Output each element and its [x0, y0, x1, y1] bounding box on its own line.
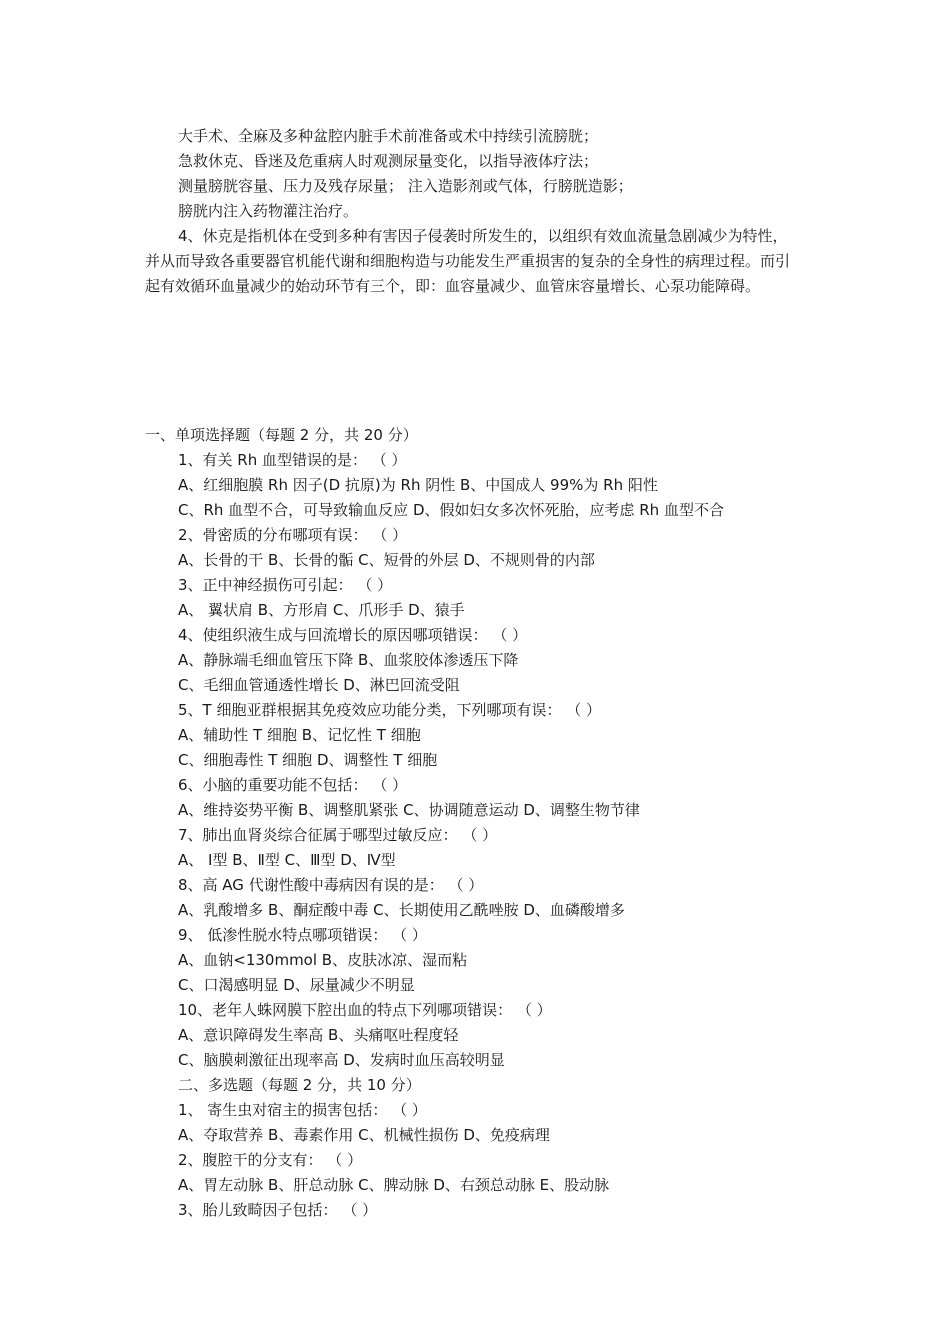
option-line: A、维持姿势平衡 B、调整肌紧张 C、协调随意运动 D、调整生物节律	[178, 801, 640, 819]
option-line: A、红细胞膜 Rh 因子(D 抗原)为 Rh 阴性 B、中国成人 99%为 Rh 阳性	[178, 476, 658, 494]
option-line: A、乳酸增多 B、酮症酸中毒 C、长期使用乙酰唑胺 D、血磷酸增多	[178, 901, 625, 919]
question-line: 2、腹腔干的分支有： （ ）	[178, 1151, 363, 1169]
option-line: C、毛细血管通透性增长 D、淋巴回流受阻	[178, 676, 460, 694]
option-line: A、 Ⅰ型 B、Ⅱ型 C、Ⅲ型 D、Ⅳ型	[178, 851, 396, 869]
option-line: A、静脉端毛细血管压下降 B、血浆胶体渗透压下降	[178, 651, 519, 669]
option-line: A、意识障碍发生率高 B、头痛呕吐程度轻	[178, 1026, 459, 1044]
option-line: A、血钠<130mmol B、皮肤冰凉、湿而粘	[178, 951, 468, 969]
question-line: 4、使组织液生成与回流增长的原因哪项错误： （ ）	[178, 626, 528, 644]
option-line: C、Rh 血型不合，可导致输血反应 D、假如妇女多次怀死胎，应考虑 Rh 血型不合	[178, 501, 724, 519]
question-line: 9、 低渗性脱水特点哪项错误： （ ）	[178, 926, 427, 944]
section-2-title: 二、多选题（每题 2 分，共 10 分）	[178, 1076, 421, 1094]
shock-paragraph: 4、休克是指机体在受到多种有害因子侵袭时所发生的，以组织有效血流量急剧减少为特性，并从而导致各重要器官机能代谢和细胞构造与功能发生严重损害的复杂的全身性的病理过程。而引起有效循环血量减少的始动环节有三个，即：血容量减少、血管床容量增长、心泵功能障碍。	[145, 227, 791, 295]
option-line: C、细胞毒性 T 细胞 D、调整性 T 细胞	[178, 751, 438, 769]
question-line: 3、正中神经损伤可引起： （ ）	[178, 576, 393, 594]
question-line: 6、小脑的重要功能不包括： （ ）	[178, 776, 408, 794]
option-line: A、 翼状肩 B、方形肩 C、爪形手 D、猿手	[178, 601, 465, 619]
option-line: A、长骨的干 B、长骨的骺 C、短骨的外层 D、不规则骨的内部	[178, 551, 595, 569]
question-line: 1、 寄生虫对宿主的损害包括： （ ）	[178, 1101, 427, 1119]
question-line: 10、老年人蛛网膜下腔出血的特点下列哪项错误： （ ）	[178, 1001, 552, 1019]
question-line: 2、骨密质的分布哪项有误： （ ）	[178, 526, 408, 544]
option-line: C、脑膜刺激征出现率高 D、发病时血压高较明显	[178, 1051, 505, 1069]
option-line: A、胃左动脉 B、肝总动脉 C、脾动脉 D、右颈总动脉 E、股动脉	[178, 1176, 610, 1194]
question-line: 7、肺出血肾炎综合征属于哪型过敏反应： （ ）	[178, 826, 498, 844]
question-line: 1、有关 Rh 血型错误的是： （ ）	[178, 451, 407, 469]
option-line: C、口渴感明显 D、尿量减少不明显	[178, 976, 415, 994]
intro-line-2: 急救休克、昏迷及危重病人时观测尿量变化，以指导液体疗法；	[178, 152, 599, 170]
intro-line-3: 测量膀胱容量、压力及残存尿量； 注入造影剂或气体，行膀胱造影；	[178, 177, 633, 195]
section-1-title: 一、单项选择题（每题 2 分，共 20 分）	[145, 426, 418, 444]
intro-line-4: 膀胱内注入药物灌注治疗。	[178, 202, 359, 220]
intro-line-1: 大手术、全麻及多种盆腔内脏手术前准备或术中持续引流膀胱；	[178, 127, 599, 145]
question-line: 8、高 AG 代谢性酸中毒病因有误的是： （ ）	[178, 876, 484, 894]
option-line: A、辅助性 T 细胞 B、记忆性 T 细胞	[178, 726, 421, 744]
question-line: 5、T 细胞亚群根据其免疫效应功能分类，下列哪项有误： （ ）	[178, 701, 602, 719]
option-line: A、夺取营养 B、毒素作用 C、机械性损伤 D、免疫病理	[178, 1126, 550, 1144]
question-line: 3、胎儿致畸因子包括： （ ）	[178, 1201, 378, 1219]
